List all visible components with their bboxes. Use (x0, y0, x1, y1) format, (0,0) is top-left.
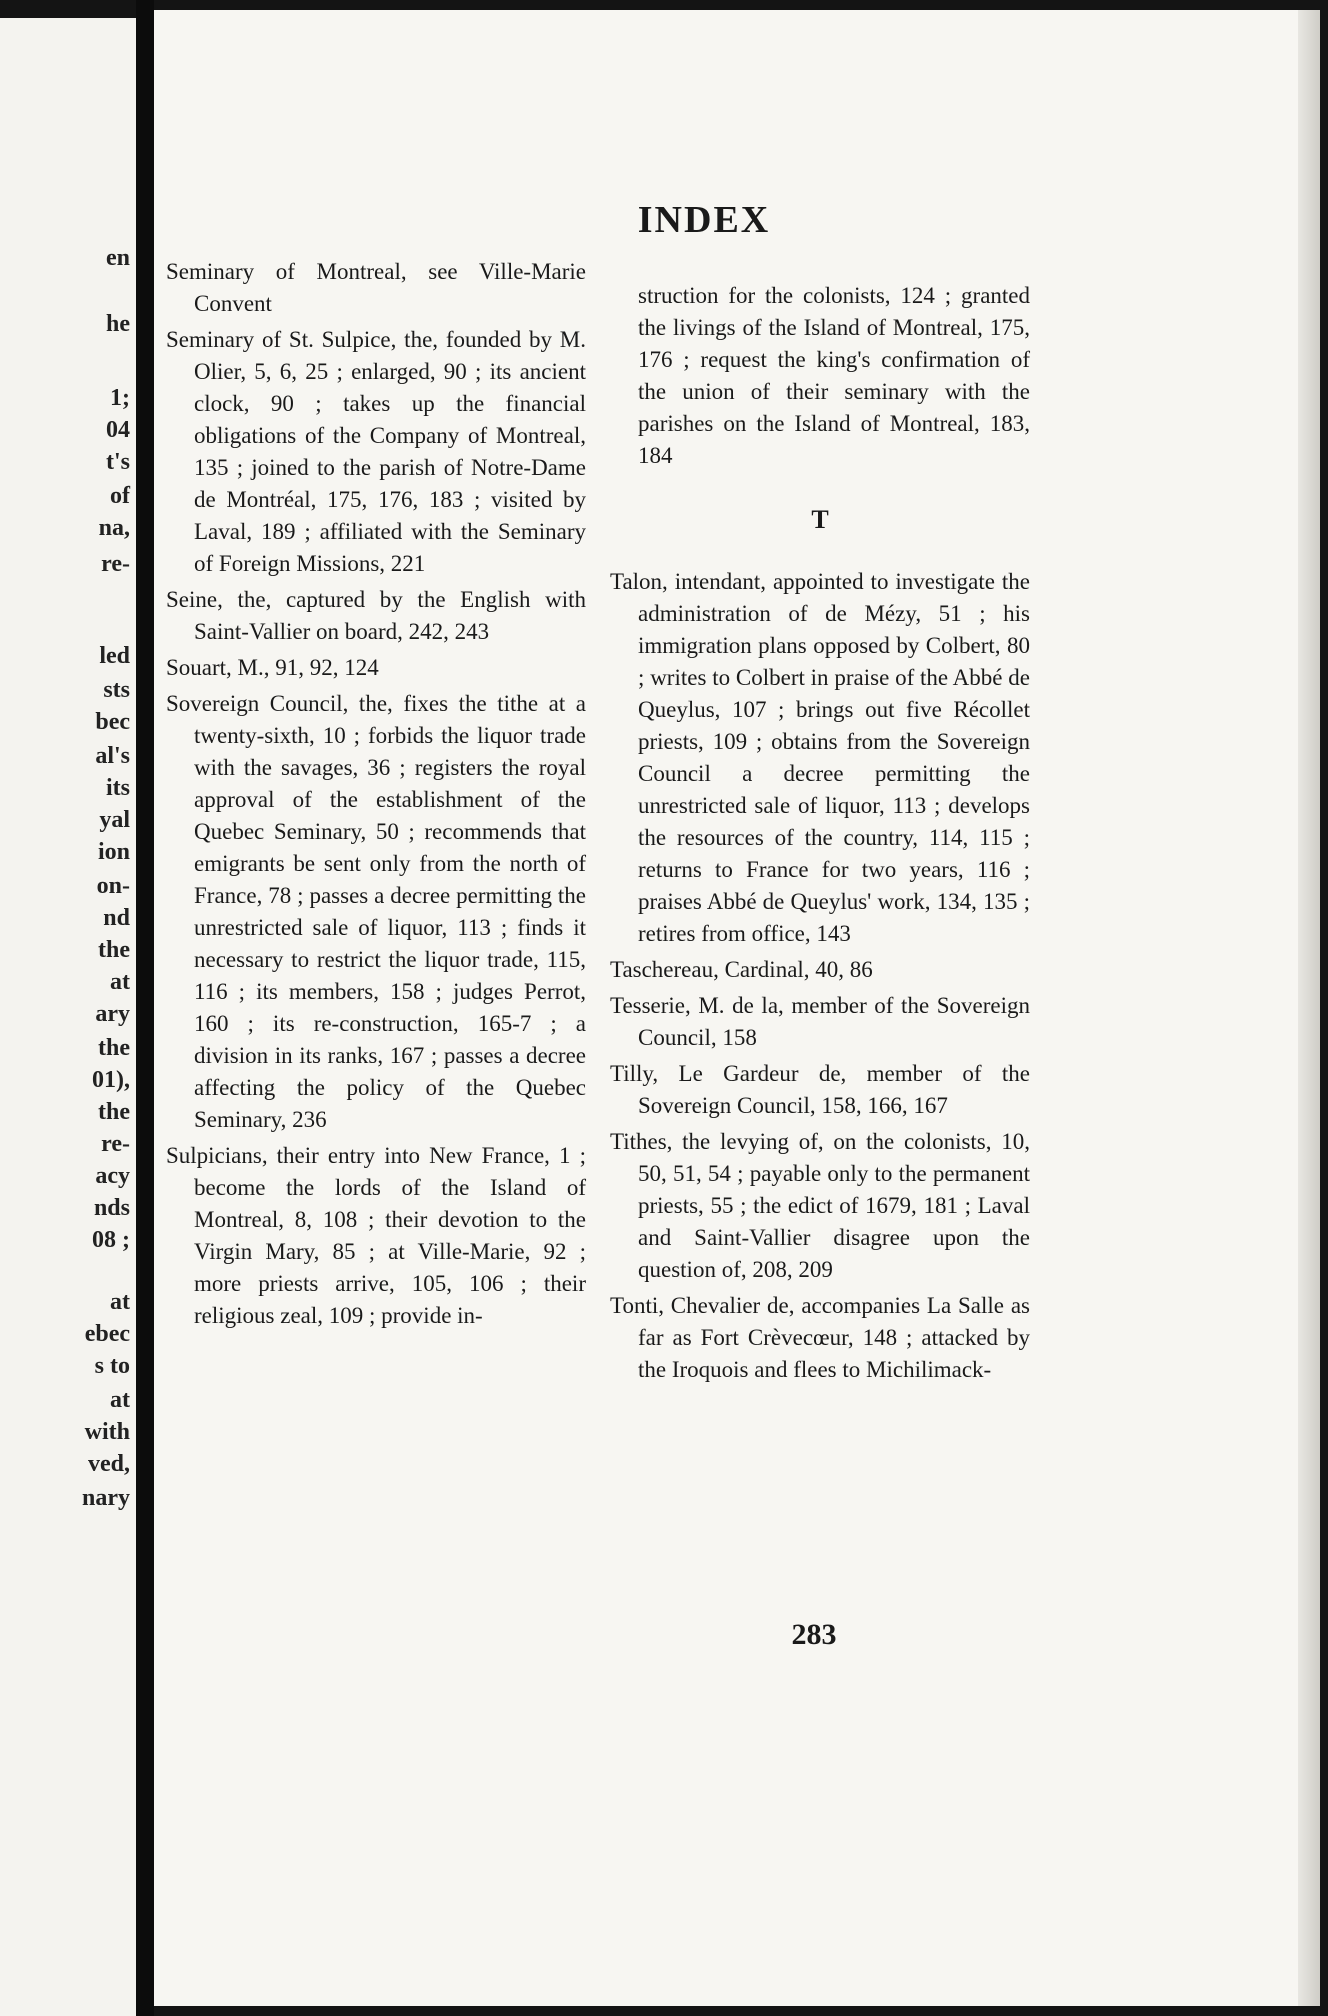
left-page-fragment: t's (106, 449, 130, 475)
index-entry: Tithes, the levying of, on the colonists, 10, 50, 51, 54 ; payable only to the permanent priests, 55 ; the edict of 1679, 181 ; Laval and Saint-Vallier disagree upon the question of, 208, 209 (610, 1129, 1030, 1282)
left-page-fragment: at (110, 969, 130, 995)
left-page-fragment: ary (95, 1001, 130, 1027)
left-page-fragment: re- (101, 1131, 130, 1157)
section-letter: T (811, 505, 829, 534)
left-page-fragment: the (98, 937, 130, 963)
index-page (154, 10, 1320, 2006)
index-column-left (166, 256, 586, 1336)
index-entry: Tesserie, M. de la, member of the Sovereign Council, 158 (610, 993, 1030, 1050)
page-edge (1298, 10, 1320, 2006)
left-page-fragment: na, (98, 515, 130, 541)
left-page-fragment: at (110, 1387, 130, 1413)
left-page-fragment: re- (101, 551, 130, 577)
index-entry: Tonti, Chevalier de, accompanies La Salle as far as Fort Crèvecœur, 148 ; attacked by the Iroquois and flees to Michilimack- (610, 1293, 1030, 1382)
left-page-fragment: nary (82, 1485, 130, 1511)
left-page-fragment: nd (103, 905, 130, 931)
left-page-fragment: sts (103, 677, 130, 703)
left-page-fragment: en (106, 245, 130, 271)
left-page-fragment: ved, (88, 1451, 130, 1477)
page-title: INDEX (637, 199, 771, 241)
index-entry: Taschereau, Cardinal, 40, 86 (610, 957, 873, 982)
left-page-fragment: ebec (84, 1321, 130, 1347)
book-gutter (136, 0, 154, 2016)
index-column-right (610, 280, 1030, 1390)
left-page-fragment: 08 ; (92, 1227, 130, 1253)
left-page-fragment: ion (97, 839, 130, 865)
previous-page-edge (0, 18, 136, 2016)
index-entry: Seine, the, captured by the English with Saint-Vallier on board, 242, 243 (166, 587, 586, 644)
left-page-fragment: 04 (106, 417, 130, 443)
index-entry: Seminary of St. Sulpice, the, founded by M. Olier, 5, 6, 25 ; enlarged, 90 ; its ancient clock, 90 ; takes up the financial obligations of the Company of Montreal, 135 ; joined to the parish of Notre-Dame de Montréal, 175, 176, 183 ; visited by Laval, 189 ; affiliated with the Seminary of Foreign Missions, 221 (166, 327, 586, 576)
left-page-fragment: s to (94, 1353, 130, 1379)
left-page-fragment: its (106, 775, 130, 801)
left-page-fragment: the (98, 1099, 130, 1125)
index-entry: Talon, intendant, appointed to investigate the administration of de Mézy, 51 ; his immigration plans opposed by Colbert, 80 ; writes to Colbert in praise of the Abbé de Queylus, 107 ; brings out five Récollet priests, 109 ; obtains from the Sovereign Council a decree permitting the unrestricted sale of liquor, 113 ; develops the resources of the country, 114, 115 ; returns to France for two years, 116 ; praises Abbé de Queylus' work, 134, 135 ; retires from office, 143 (610, 569, 1030, 946)
index-entry: struction for the colonists, 124 ; granted the livings of the Island of Montreal, 175, 176 ; request the king's confirmation of the union of their seminary with the parishes on the Island of Montreal, 183, 184 (638, 283, 1030, 468)
left-page-fragment: al's (95, 743, 130, 769)
left-page-fragment: on- (96, 873, 130, 899)
left-page-fragment: led (99, 643, 130, 669)
left-page-fragment: 1; (110, 385, 130, 411)
index-entry: Souart, M., 91, 92, 124 (166, 655, 379, 680)
left-page-fragment: he (106, 311, 130, 337)
index-entry: Seminary of Montreal, see Ville-Marie Convent (166, 259, 586, 316)
left-page-fragment: 01), (92, 1067, 130, 1093)
left-page-fragment: acy (95, 1163, 130, 1189)
left-page-fragment: bec (95, 709, 130, 735)
left-page-fragment: at (110, 1289, 130, 1315)
left-page-fragment: of (110, 483, 130, 509)
index-entry: Sovereign Council, the, fixes the tithe at a twenty-sixth, 10 ; forbids the liquor trade with the savages, 36 ; registers the royal approval of the establishment of the Quebec Seminary, 50 ; recommends that emigrants be sent only from the north of France, 78 ; passes a decree permitting the unrestricted sale of liquor, 113 ; finds it necessary to restrict the liquor trade, 115, 116 ; its members, 158 ; judges Perrot, 160 ; its re-construction, 165-7 ; a division in its ranks, 167 ; passes a decree affecting the policy of the Quebec Seminary, 236 (166, 691, 586, 1132)
index-entry: Sulpicians, their entry into New France, 1 ; become the lords of the Island of Montreal, 8, 108 ; their devotion to the Virgin Mary, 85 ; at Ville-Marie, 92 ; more priests arrive, 105, 106 ; their religious zeal, 109 ; provide in- (166, 1143, 586, 1328)
left-page-fragment: the (98, 1035, 130, 1061)
left-page-fragment: with (84, 1419, 130, 1445)
left-page-fragment: nds (93, 1195, 130, 1221)
left-page-fragment: yal (99, 807, 130, 833)
index-entry: Tilly, Le Gardeur de, member of the Sovereign Council, 158, 166, 167 (610, 1061, 1030, 1118)
page-number: 283 (791, 1618, 837, 1651)
